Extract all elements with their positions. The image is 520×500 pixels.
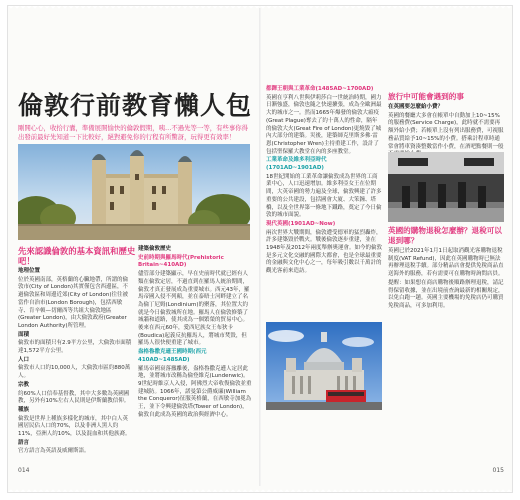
page-fold <box>259 8 261 486</box>
religion-text: 約60%人口信奉基督教，其中大多數為英國國教，另外有10%左右人民則是伊斯蘭教信仰。 <box>18 390 130 405</box>
right-column-1 <box>266 86 382 277</box>
lang-heading: 種族 <box>18 406 30 413</box>
era1-text: 儘管部分建築顯示，早在史前時代就已經有人類在倫敦定居，不過直到在羅馬人統治期間，倫敦才真正發展成為重要城市。西元43年，羅馬帝國入侵不列顛，並在泰晤士河畔建立了名為倫丁尼姆(Londinium)的聚落，其位置大約就是今日倫敦城所在地。羅馬人在倫敦修築了城牆和道路，使其成為一個繁榮的貿易中心。後來在西元60年，愛西尼族女王布狄卡(Boudica)起義反抗羅馬人，將城市焚毀，但羅馬人很快便重建了城市。 <box>138 271 250 347</box>
left-column-2 <box>138 246 252 420</box>
gov-heading: 語言 <box>18 439 30 446</box>
era1-heading: 史前時期與羅馬時代(Prehistoric Britain~410AD) <box>138 254 224 269</box>
era5-text: 兩次世界大戰期間，倫敦遭受德軍的猛烈轟炸，許多建築毀於戰火。戰後倫敦逐步重建，並在1948年及2012年兩度舉辦奧運會。如今的倫敦是多元文化交融的國際大都會，也是全球最重要的金融與文化中心之一，每年吸引數以千萬計的觀光客前來造訪。 <box>266 229 382 275</box>
era5-heading: 現代英國(1901AD~Now) <box>266 220 336 227</box>
bottom-edge <box>8 486 512 492</box>
airport-photo <box>388 152 504 222</box>
era2-heading: 盎格魯撒克遜王國時期(西元410AD~1485AD) <box>138 349 207 363</box>
geo-heading: 地理位置 <box>18 268 41 274</box>
area-heading: 面積 <box>18 331 30 338</box>
era4-heading: 工業革命及維多利亞時代(1701AD~1901AD) <box>266 157 327 172</box>
left-column-1 <box>18 268 132 457</box>
religion-heading: 宗教 <box>18 381 30 388</box>
page-number-left: 014 <box>18 467 30 474</box>
page-title: 倫敦行前教育懶人包 <box>18 91 253 120</box>
gov-text: 官方語言為英語及威爾斯語。 <box>18 448 90 455</box>
era4-text: 18世紀開始的工業革命讓倫敦成為世界的工商業中心，人口迅速增加。維多利亞女王在位期間，大英帝國的勢力遍及全球，倫敦興建了許多重要的公共建設，包括國會大廈、大笨鐘、塔橋，以及全世界第一條地下鐵路，奠定了今日倫敦的城市面貌。 <box>266 173 382 219</box>
era2-text: 羅馬帝國衰落撤離後，盎格魯撒克遜人定居此地，並將城市改稱為倫登維克(Lundenwic)。9世紀時維京人入侵，阿佛烈大帝收復倫敦並重建城防。1066年，諾曼第公爵威廉(William the Conqueror)征服英格蘭，在西敏寺加冕為王，並下令興建倫敦塔(Tower of London)，倫敦自此成為英國的政治與經濟中心。 <box>138 365 252 418</box>
section-heading: 先來認識倫敦的基本資訊和歷史吧！ <box>18 246 136 266</box>
right-page <box>266 10 506 480</box>
airport-illustration <box>388 152 504 222</box>
tower-of-london-photo <box>18 144 250 240</box>
left-page <box>14 10 254 480</box>
intro-text: 剛開心心，收拾行囊，準備展開愉快的倫敦假期，咦…不過先等一等，有些事你得出發前最好先知道一下比較好，絕對避免你的行程有所驚訝，玩得更有效率！ <box>18 124 249 141</box>
page-number-right: 015 <box>492 467 504 474</box>
history-heading: 建築倫敦歷史 <box>138 246 172 252</box>
lang-text: 倫敦是世界上種族多樣化的城市，其中白人英國居民佔人口的70%，以及非洲人黑人約11%，亞洲人約10%，以及混血和其他族裔。 <box>18 415 131 438</box>
tax-refund-text: 英國已於2021年1月1日起取消觀光客購物退稅制度(VAT Refund)，因此在英國購物時已無法再辦理退稅手續。部分精品店會提供免稅商品直送海外的服務，若有需要可在購物時詢問店員。 <box>388 248 504 278</box>
pop-text: 倫敦市人口約10,000人，大倫敦市區約880萬人。 <box>18 365 131 380</box>
area-text: 倫敦市的面積只有2.9平方公里，大倫敦市面積達1,572平方公里。 <box>18 340 132 355</box>
tipping-text: 英國的餐廳大多會在帳單中自動加上10~15%的服務費(Service Charge)，此時就不需要再額外給小費；若帳單上沒有列出服務費，可視服務品質給予10~15%的小費。搭乘計程車時通常會將車資湊整數當作小費，在酒吧點餐則一般 <box>388 112 504 150</box>
geo-text: 位於英國南部，英格蘭的心臟地帶，所謂的倫敦市(City of London)其實僅包含西邊區，不過倫敦區和周邊近郊(City of London)往往被當作自治市(London Borough)，包括西敏寺、肯辛頓—切爾西等共組大倫敦地區(Greater London)，由大倫敦政府(Greater London Authority)所管理。 <box>18 276 129 329</box>
tax-refund-heading: 英國的購物退稅怎麼辦？退稅可以退到哪？ <box>388 226 502 245</box>
tipping-subheading: 在英國要怎麼給小費？ <box>388 104 444 110</box>
tax-refund-note: 提醒：如果想在商店購物後順路辦理退稅，請記得保留收據，並在出境前查詢最新的相關規定，以免白跑一趟。英國主要機場的免稅店仍可購買免稅商品，可多加利用。 <box>388 279 504 309</box>
st-pauls-photo <box>266 322 382 410</box>
right-column-2-bottom <box>388 248 504 312</box>
era3-text: 英國在亨利八世與伊莉莎白一世統治時期，國力日漸強盛，倫敦也隨之快速擴張，成為全歐洲最大的城市之一。然而1665年爆發的倫敦大瘟疫(Great Plague)奪去了約十萬人的性命，隔年的倫敦大火(Great Fire of London)更燒毀了城內大部分的建築。災後，建築師克里斯多佛·雷恩(Christopher Wren)主持重建工作，設計了包括聖保羅大教堂在內的多座教堂。 <box>266 94 382 155</box>
era3-heading: 都鐸王朝與工業革命(1485AD~1700AD) <box>266 86 374 92</box>
cathedral-illustration <box>266 322 382 410</box>
pop-heading: 人口 <box>18 356 30 363</box>
tips-heading: 旅行中可能會遇到的事 <box>388 92 464 101</box>
tower-illustration <box>18 144 250 240</box>
